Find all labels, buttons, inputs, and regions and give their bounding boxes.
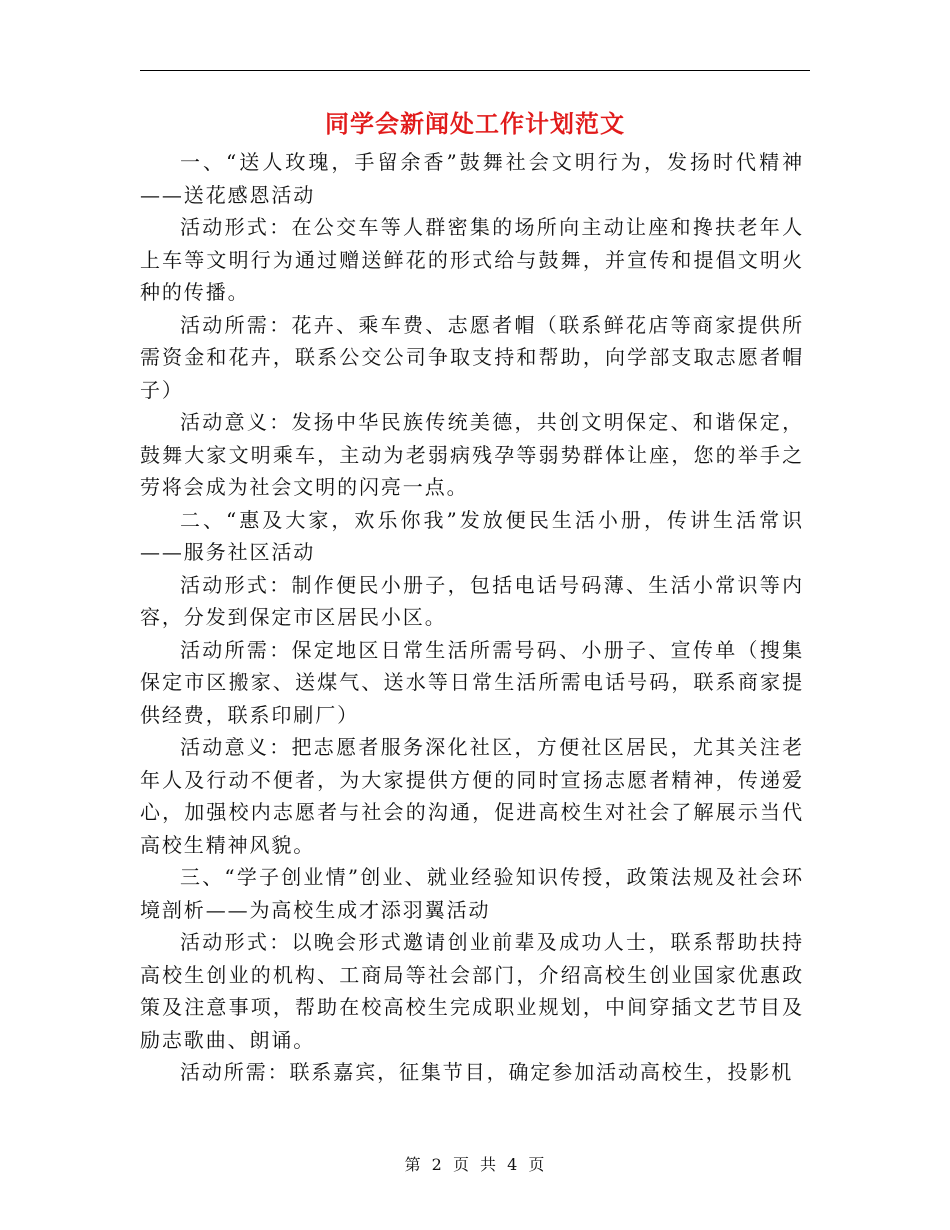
paragraph-9: 三、“学子创业情”创业、就业经验知识传授，政策法规及社会环境剖析——为高校生成才添羽翼活动 (140, 865, 804, 922)
paragraph-2: 活动形式：在公交车等人群密集的场所向主动让座和搀扶老年人上车等文明行为通过赠送鲜花的形式给与鼓舞，并宣传和提倡文明火种的传播。 (140, 215, 804, 304)
paragraph-10: 活动形式：以晚会形式邀请创业前辈及成功人士，联系帮助扶持高校生创业的机构、工商局等社会部门，介绍高校生创业国家优惠政策及注意事项，帮助在校高校生完成职业规划，中间穿插文艺节目及励志歌曲、朗诵。 (140, 930, 804, 1052)
paragraph-4: 活动意义：发扬中华民族传统美德，共创文明保定、和谐保定，鼓舞大家文明乘车，主动为老弱病残孕等弱势群体让座，您的举手之劳将会成为社会文明的闪亮一点。 (140, 410, 804, 499)
paragraph-1: 一、“送人玫瑰，手留余香”鼓舞社会文明行为，发扬时代精神——送花感恩活动 (140, 150, 804, 207)
paragraph-6: 活动形式：制作便民小册子，包括电话号码薄、生活小常识等内容，分发到保定市区居民小区。 (140, 572, 804, 629)
header-rule (140, 70, 810, 71)
page-number-footer: 第 2 页 共 4 页 (404, 1155, 546, 1174)
document-title: 同学会新闻处工作计划范文 (325, 109, 625, 138)
paragraph-11: 活动所需：联系嘉宾，征集节目，确定参加活动高校生，投影机 (180, 1060, 794, 1084)
paragraph-3: 活动所需：花卉、乘车费、志愿者帽（联系鲜花店等商家提供所需资金和花卉，联系公交公司争取支持和帮助，向学部支取志愿者帽子） (140, 312, 804, 402)
document-body (140, 146, 804, 1089)
paragraph-8: 活动意义：把志愿者服务深化社区，方便社区居民，尤其关注老年人及行动不便者，为大家提供方便的同时宣扬志愿者精神，传递爱心，加强校内志愿者与社会的沟通，促进高校生对社会了解展示当代高校生精神风貌。 (140, 735, 804, 857)
paragraph-7: 活动所需：保定地区日常生活所需号码、小册子、宣传单（搜集保定市区搬家、送煤气、送水等日常生活所需电话号码，联系商家提供经费，联系印刷厂） (140, 637, 804, 727)
paragraph-5: 二、“惠及大家，欢乐你我”发放便民生活小册，传讲生活常识——服务社区活动 (140, 507, 804, 564)
